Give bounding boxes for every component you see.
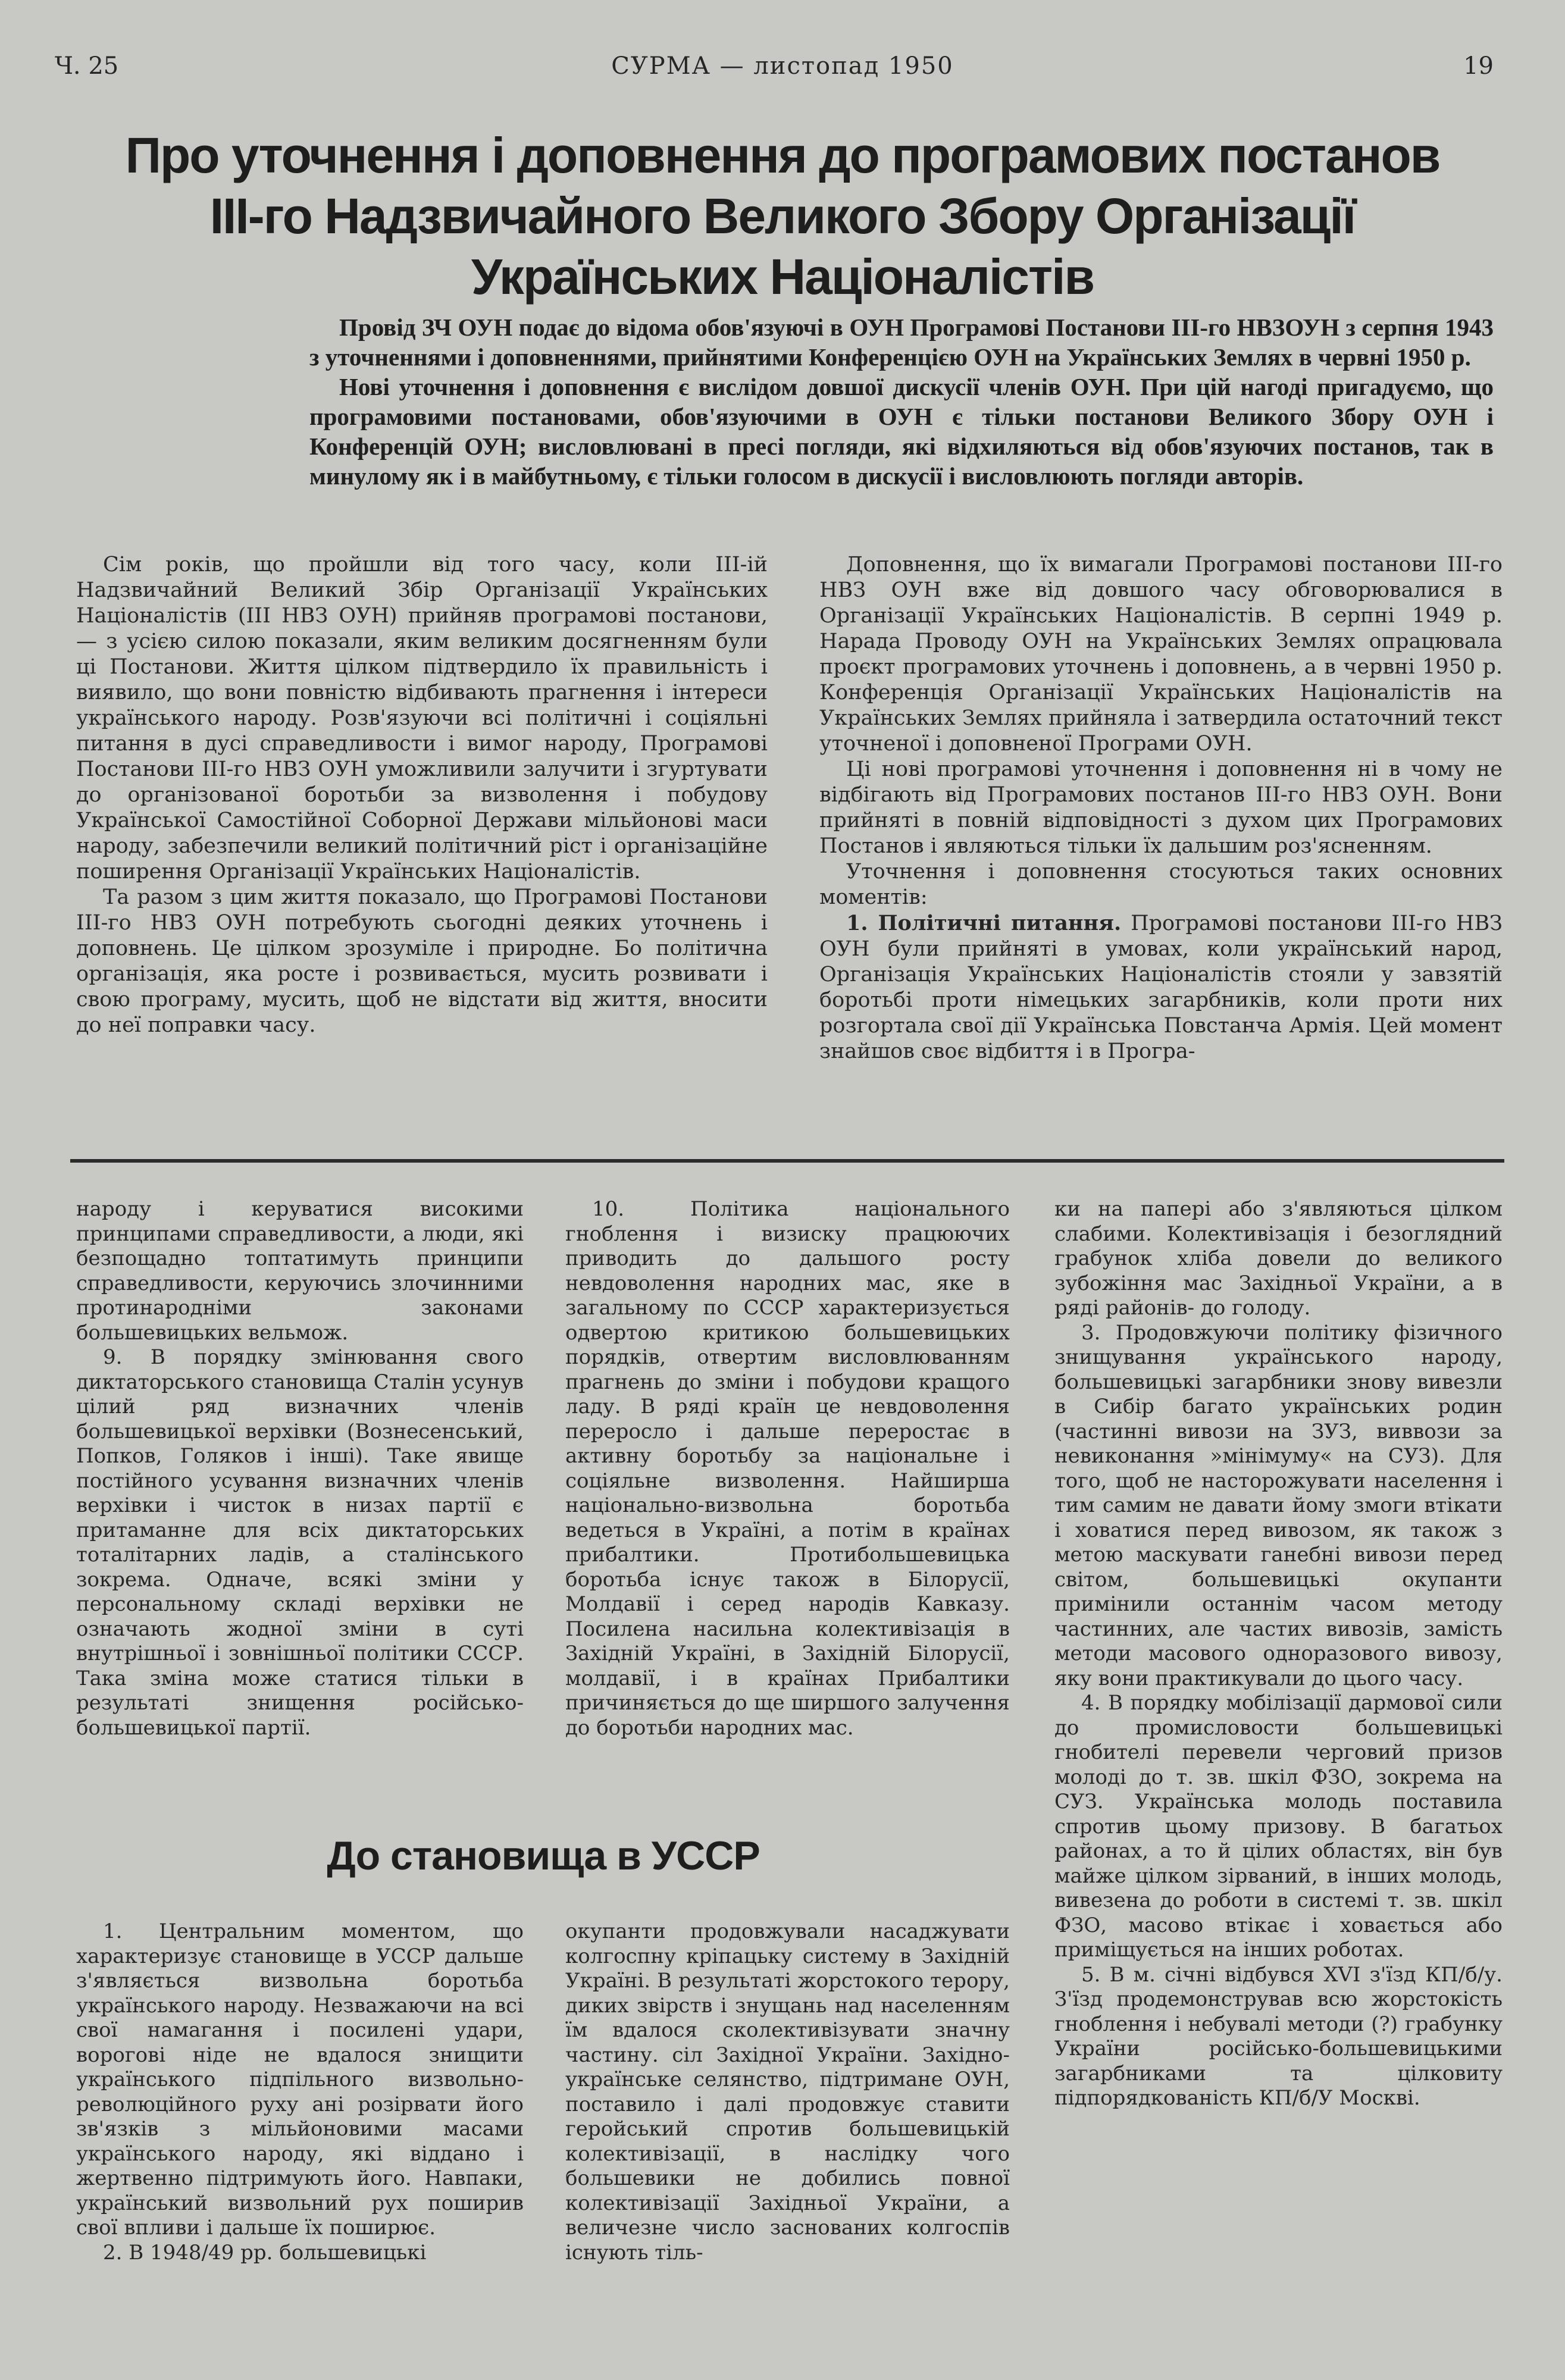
continuation-column-2 bbox=[565, 1197, 1010, 1740]
section-heading: До становища в УССР bbox=[327, 1833, 760, 1878]
point-heading: 1. Політичні питання. bbox=[846, 911, 1122, 935]
section-column-2 bbox=[565, 1919, 1010, 2265]
paragraph: Нові уточнення і доповнення є вислідом довшої дискусії членів ОУН. При цій нагоді пригадуємо, що програмовими постановами, обов'язуючими в ОУН є тільки постанови Великого Збору ОУН і Конференцій ОУН; висловлювані в пресі погляди, які відхиляються від обов'язуючих постанов, так в минулому як і в майбутньому, є тільки голосом в дискусії і висловлюють погляди авторів. bbox=[309, 373, 1494, 490]
continuation-column-1 bbox=[76, 1197, 524, 1740]
article-column-right bbox=[819, 552, 1503, 1064]
title-line: III-го Надзвичайного Великого Збору Організації bbox=[209, 188, 1356, 244]
section-divider bbox=[70, 1159, 1504, 1163]
paragraph: Ці нові програмові уточнення і доповнення ні в чому не відбігають від Програмових постанов III-го НВЗ ОУН. Вони прийняті в повній відповідності з духом цих Програмових Постанов і являються тільки їх дальшим роз'ясненням. bbox=[819, 757, 1503, 858]
section-column-3 bbox=[1054, 1197, 1503, 2111]
paragraph: ки на папері або з'являються цілком слабими. Колективізація і безоглядний грабунок хліба довели до великого зубожіння мас Західньої України, а в ряді районів- до голоду. bbox=[1054, 1197, 1503, 1320]
issue-number: Ч. 25 bbox=[55, 52, 119, 80]
paragraph: 1. Центральним моментом, що характеризує становище в УССР дальше з'являється визвольна боротьба українського народу. Незважаючи на всі свої намагання і посилені удари, ворогові ніде не вдалося знищити українського підпільного визвольно-революційного руху ані розірвати його зв'язків з мільйоновими масами українського народу, які віддано і жертвенно підтримують його. Навпаки, український визвольний рух поширив свої впливи і дальше їх поширює. bbox=[76, 1919, 524, 2240]
paragraph: народу і керуватися високими принципами справедливости, а люди, які безпощадно топтатимуть принципи справедливости, керуючись злочинними протинародніми законами большевицьких вельмож. bbox=[76, 1197, 524, 1345]
point-text: Програмові постанови III-го НВЗ ОУН були прийняті в умовах, коли український народ, Організація Українських Націоналістів стояли у завзятій боротьбі проти німецьких загарбників, коли проти них розгортала свої дії Українська Повстанча Армія. Цей момент знайшов своє відбиття і в Програ- bbox=[819, 912, 1503, 1063]
paragraph: Доповнення, що їх вимагали Програмові постанови III-го НВЗ ОУН вже від довшого часу обговорювалися в Організації Українських Націоналістів. В серпні 1949 р. Нарада Проводу ОУН на Українських Землях опрацювала проєкт програмових уточнень і доповнень, а в червні 1950 р. Конференція Організації Українських Націоналістів на Українських Землях прийняла і затвердила остаточний текст уточненої і доповненої Програми ОУН. bbox=[819, 553, 1503, 756]
section-column-1 bbox=[76, 1919, 524, 2265]
paragraph: Сім років, що пройшли від того часу, коли III-ій Надзвичайний Великий Збір Організації Українських Націоналістів (III НВЗ ОУН) прийняв програмові постанови, — з усією силою показали, яким великим досягненням були ці Постанови. Життя цілком підтвердило їх правильність і виявило, що вони повністю відбивають прагнення і інтереси українського народу. Розв'язуючи всі політичні і соціяльні питання в дусі справедливости і вимог народу, Програмові Постанови III-го НВЗ ОУН уможливили залучити і згуртувати до організованої боротьби за визволення і побудову Української Самостійної Соборної Держави мільйонові маси народу, забезпечили великий політичний ріст і організаційне поширення Організації Українських Націоналістів. bbox=[76, 553, 768, 884]
paragraph: 2. В 1948/49 рр. большевицькі bbox=[103, 2240, 427, 2265]
title-line: Українських Націоналістів bbox=[471, 249, 1094, 305]
paragraph: 3. Продовжуючи політику фізичного знищування українського народу, большевицькі загарбники знову вивезли в Сибір багато українських родин (частинні вивози на ЗУЗ, виввози за невиконання »мінімуму« на СУЗ). Для того, щоб не насторожувати населення і тим самим не давати йому змоги втікати і ховатися перед вивозом, як також з метою маскувати ганебні вивози перед світом, большевицькі окупанти примінили останнім часом методу частинних, але частих вивозів, замість методи масового одноразового вивозу, яку вони практикували до цього часу. bbox=[1054, 1320, 1503, 1690]
title-line: Про уточнення і доповнення до програмових постанов bbox=[125, 127, 1440, 183]
paragraph: 10. Політика національного гноблення і визиску працюючих приводить до дальшого росту невдоволення народних мас, яке в загальному по СССР характеризується одвертою критикою большевицьких порядків, отвертим висловлюванням прагнень до зміни і побудови кращого ладу. В ряді країн це невдоволення переросло і дальше переростає в активну боротьбу за національне і соціяльне визволення. Найширша національно-визвольна боротьба ведеться в Україні, а потім в країнах прибалтики. Протибольшевицька боротьба існує також в Білорусії, Молдавії і серед народів Кавказу. Посилена насильна колективізація в Західній Україні, в Західній Білорусії, молдавії, і в країнах Прибалтики причиняється до ще ширшого залучення до боротьби народних мас. bbox=[565, 1197, 1010, 1740]
masthead: СУРМА — листопад 1950 bbox=[611, 52, 954, 80]
article-column-left bbox=[76, 552, 768, 1038]
page-number: 19 bbox=[1463, 52, 1494, 80]
editorial-note bbox=[309, 312, 1494, 491]
paragraph: 4. В порядку мобілізації дармової сили до промисловости большевицькі гнобителі перевели черговий призов молоді до т. зв. шкіл ФЗО, зокрема на СУЗ. Українська молодь поставила спротив цьому призову. В багатьох районах, а то й цілих областях, він був майже цілком зірваний, в інших молодь, вивезена до роботи в системі т. зв. шкіл ФЗО, масово втікає і ховається або приміщується на інших роботах. bbox=[1054, 1691, 1503, 1962]
paragraph: 5. В м. січні відбувся XVI з'їзд КП/б/у. З'їзд продемонстрував всю жорстокість гноблення і небувалі методи (?) грабунку України російсько-большевицькими загарбниками та цілковиту підпорядкованість КП/б/У Москві. bbox=[1054, 1962, 1503, 2110]
paragraph: 9. В порядку змінювання свого диктаторського становища Сталін усунув цілий ряд визначних членів большевицької верхівки (Вознесенський, Попков, Голяков і інші). Таке явище постійного усування визначних членів верхівки і чисток в низах партії є притаманне для всіх диктаторських тоталітарних ладів, а сталінського зокрема. Одначе, всякі зміни у персональному складі верхівки не означають жодної зміни в суті внутрішньої і зовнішньої політики СССР. Така зміна може статися тільки в результаті знищення російсько-большевицької партії. bbox=[76, 1345, 524, 1740]
paragraph: Та разом з цим життя показало, що Програмові Постанови III-го НВЗ ОУН потребують сьогодні деяких уточнень і доповнень. Це цілком зрозуміле і природне. Бо політична організація, яка росте і розвивається, мусить розвивати і свою програму, мусить, щоб не відстати від життя, вносити до неї поправки часу. bbox=[76, 885, 768, 1037]
paragraph: Уточнення і доповнення стосуються таких основних моментів: bbox=[819, 860, 1503, 909]
paragraph: окупанти продовжували насаджувати колгоспну кріпацьку систему в Західній Україні. В результаті жорстокого терору, диких звірств і знущань над населенням їм вдалося сколективізувати значну частину. сіл Західної України. Західно-українське селянство, підтримане ОУН, поставило і далі продовжує ставити геройський спротив большевицькій колективізації, в наслідку чого большевики не добились повної колективізації Західньої України, а величезне число заснованих колгоспів існують тіль- bbox=[565, 1919, 1010, 2265]
article-title bbox=[83, 125, 1482, 307]
paragraph bbox=[819, 910, 1503, 1064]
paragraph: Провід ЗЧ ОУН подає до відома обов'язуючі в ОУН Програмові Постанови III-го НВЗОУН з серпня 1943 з уточненнями і доповненнями, прийнятими Конференцією ОУН на Українських Землях в червні 1950 р. bbox=[309, 314, 1494, 371]
